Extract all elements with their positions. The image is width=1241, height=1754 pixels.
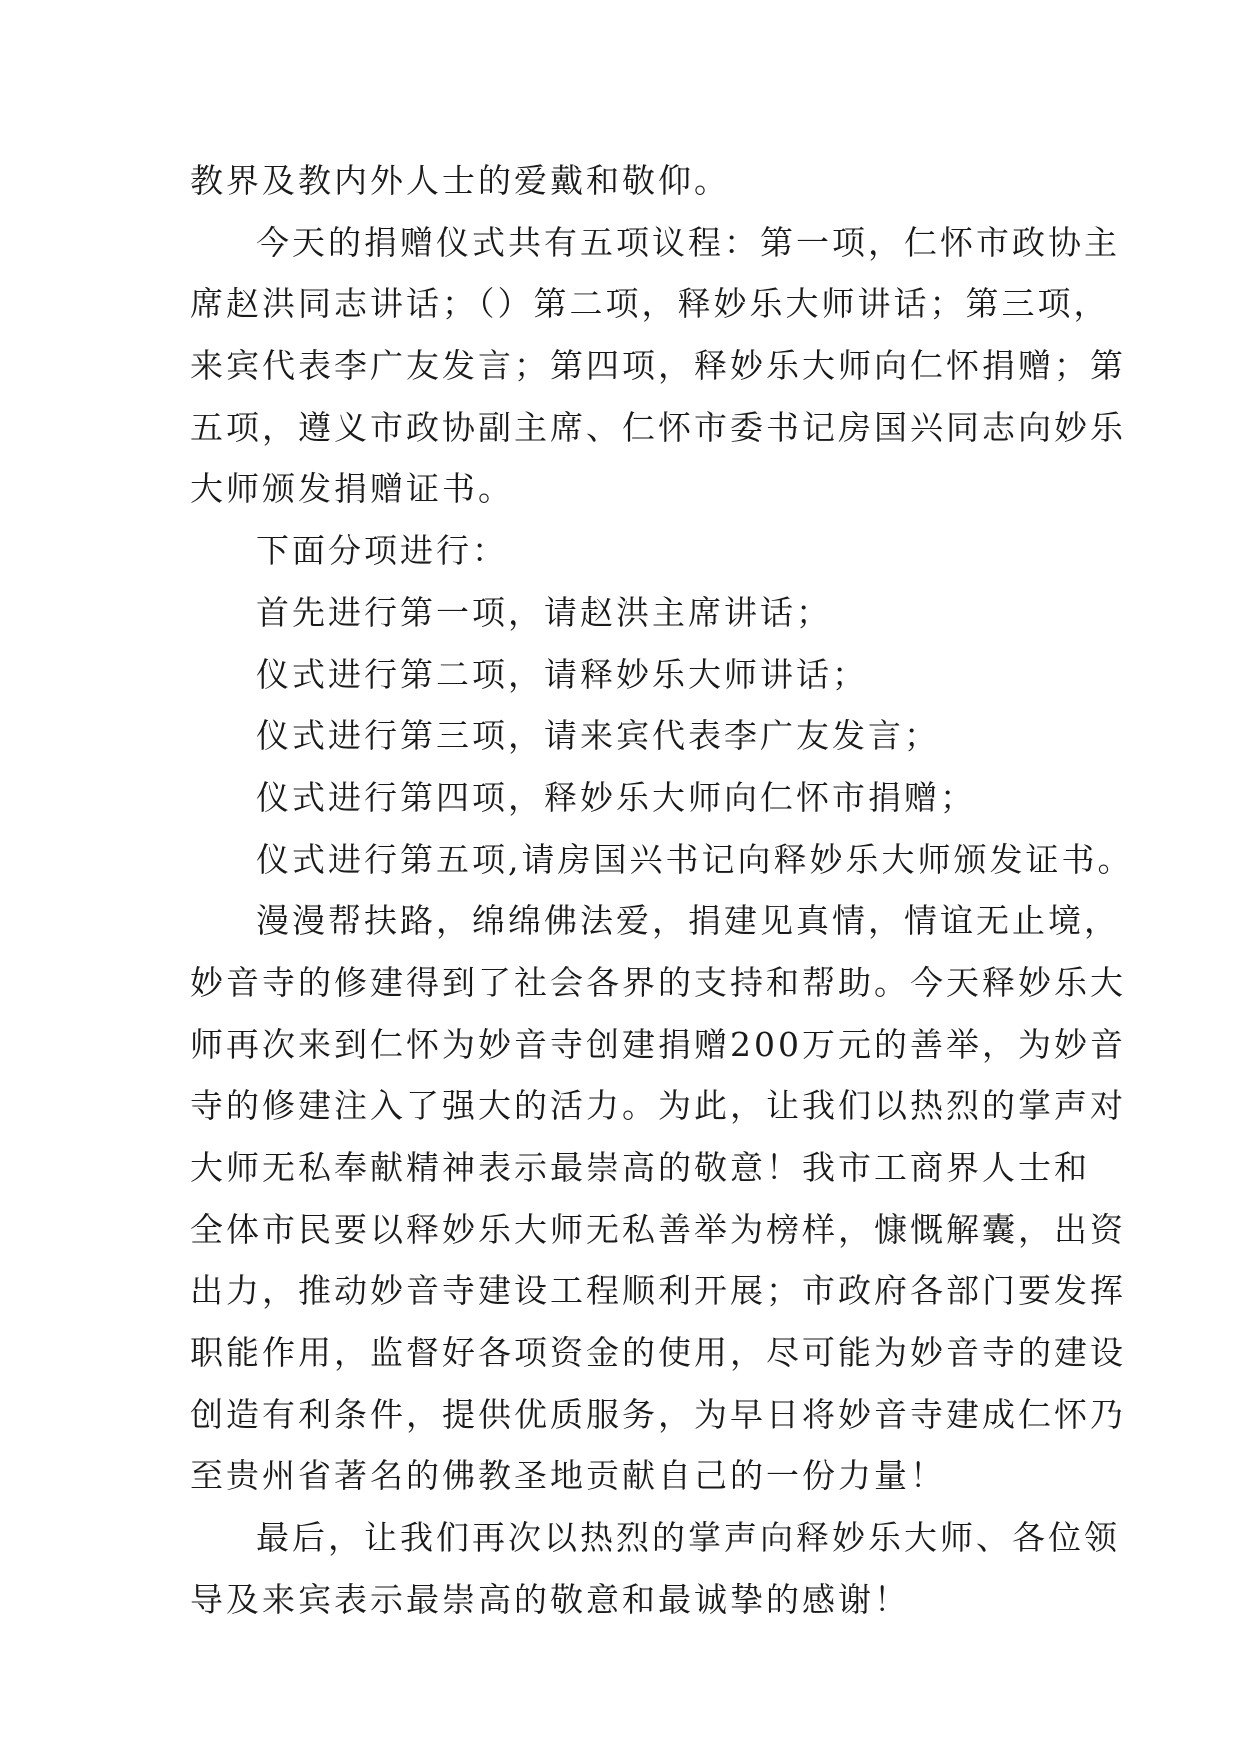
text-line: 至贵州省著名的佛教圣地贡献自己的一份力量！ (190, 1456, 946, 1496)
text-line: 仪式进行第四项，释妙乐大师向仁怀市捐赠； (256, 777, 976, 817)
text-line: 导及来宾表示最崇高的敬意和最诚挚的感谢！ (190, 1579, 910, 1619)
text-line: 全体市民要以释妙乐大师无私善举为榜样，慷慨解囊，出资 (190, 1209, 1126, 1249)
text-line: 漫漫帮扶路，绵绵佛法爱，捐建见真情，情谊无止境， (256, 901, 1120, 941)
text-line: 出力，推动妙音寺建设工程顺利开展；市政府各部门要发挥 (190, 1271, 1126, 1311)
document-body (190, 150, 1134, 1631)
text-line: 大师颁发捐赠证书。 (190, 469, 514, 509)
text-line: 最后，让我们再次以热烈的掌声向释妙乐大师、各位领 (256, 1518, 1120, 1558)
text-line: 首先进行第一项，请赵洪主席讲话； (256, 592, 832, 632)
text-line: 下面分项进行： (256, 531, 508, 571)
text-line: 来宾代表李广友发言；第四项，释妙乐大师向仁怀捐赠；第 (190, 346, 1126, 386)
text-line: 大师无私奉献精神表示最崇高的敬意！我市工商界人士和 (190, 1148, 1090, 1187)
text-line: 师再次来到仁怀为妙音寺创建捐赠200万元的善举，为妙音 (190, 1024, 1126, 1064)
text-line: 仪式进行第五项,请房国兴书记向释妙乐大师颁发证书。 (256, 839, 1134, 879)
text-line: 五项，遵义市政协副主席、仁怀市委书记房国兴同志向妙乐 (190, 407, 1126, 447)
text-line: 今天的捐赠仪式共有五项议程：第一项，仁怀市政协主 (256, 222, 1120, 262)
text-line: 妙音寺的修建得到了社会各界的支持和帮助。今天释妙乐大 (190, 962, 1126, 1002)
text-line: 寺的修建注入了强大的活力。为此，让我们以热烈的掌声对 (190, 1086, 1126, 1126)
text-line: 创造有利条件，提供优质服务，为早日将妙音寺建成仁怀乃 (190, 1394, 1126, 1434)
text-line: 仪式进行第三项，请来宾代表李广友发言； (256, 716, 940, 756)
text-line: 职能作用，监督好各项资金的使用，尽可能为妙音寺的建设 (190, 1333, 1126, 1373)
text-line: 席赵洪同志讲话；（）第二项，释妙乐大师讲话；第三项， (190, 284, 1110, 324)
text-line: 仪式进行第二项，请释妙乐大师讲话； (256, 654, 868, 694)
text-line: 教界及教内外人士的爱戴和敬仰。 (190, 161, 730, 200)
